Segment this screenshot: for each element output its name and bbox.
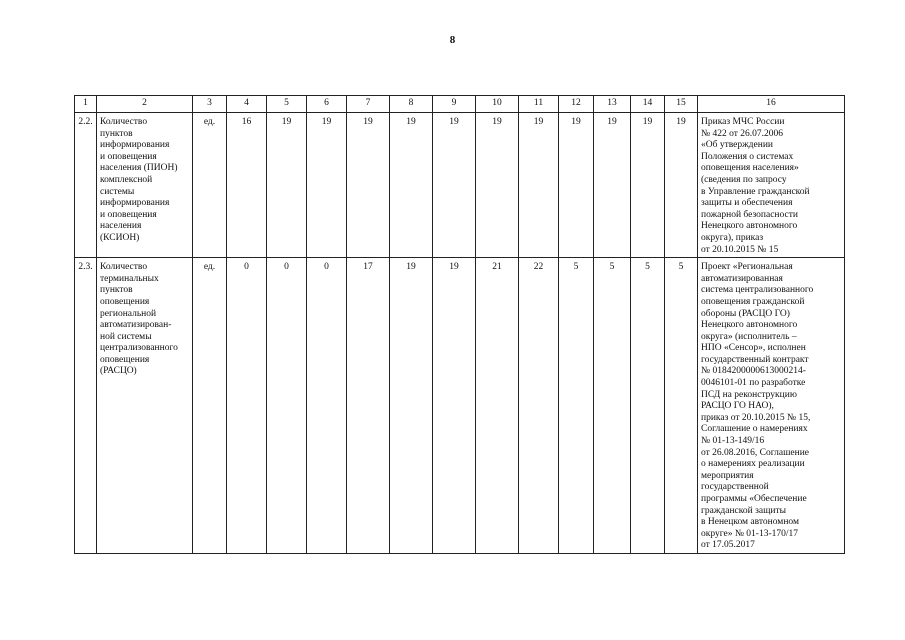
column-header: 5 <box>267 96 307 113</box>
value-cell: 5 <box>594 258 631 554</box>
value-cell: 19 <box>347 113 390 258</box>
row-number: 2.2. <box>75 113 97 258</box>
value-cell: 19 <box>519 113 559 258</box>
value-cell: 19 <box>433 113 476 258</box>
indicators-table <box>74 95 845 554</box>
unit-cell: ед. <box>193 113 227 258</box>
column-header: 15 <box>665 96 698 113</box>
value-cell: 19 <box>665 113 698 258</box>
value-cell: 0 <box>267 258 307 554</box>
column-header: 6 <box>307 96 347 113</box>
value-cell: 5 <box>559 258 594 554</box>
column-header: 10 <box>476 96 519 113</box>
value-cell: 16 <box>227 113 267 258</box>
value-cell: 0 <box>227 258 267 554</box>
unit-cell: ед. <box>193 258 227 554</box>
column-header: 3 <box>193 96 227 113</box>
value-cell: 5 <box>665 258 698 554</box>
page-number: 8 <box>449 34 456 46</box>
value-cell: 19 <box>433 258 476 554</box>
value-cell: 19 <box>390 258 433 554</box>
value-cell: 19 <box>307 113 347 258</box>
column-header: 4 <box>227 96 267 113</box>
value-cell: 19 <box>594 113 631 258</box>
column-header: 9 <box>433 96 476 113</box>
column-header: 2 <box>97 96 193 113</box>
basis-cell: Проект «Региональная автоматизированная система централизованного оповещения гражданской обороны (РАСЦО ГО) Ненецкого автономного округа» (исполнитель – НПО «Сенсор», исполнен государственный контракт № 0184200000613000214- 0046101-01 по разработке ПСД на реконструкцию РАСЦО ГО НАО), приказ от 20.10.2015 № 15, Соглашение о намерениях № 01-13-149/16 от 26.08.2016, Соглашение о намерениях реализации мероприятия государственной программы «Обеспечение гражданской защиты в Ненецком автономном округе» № 01-13-170/17 от 17.05.2017 <box>698 258 845 554</box>
column-header: 8 <box>390 96 433 113</box>
value-cell: 0 <box>307 258 347 554</box>
column-header: 14 <box>631 96 665 113</box>
value-cell: 19 <box>390 113 433 258</box>
column-header: 13 <box>594 96 631 113</box>
value-cell: 19 <box>631 113 665 258</box>
value-cell: 21 <box>476 258 519 554</box>
column-header: 1 <box>75 96 97 113</box>
row-number: 2.3. <box>75 258 97 554</box>
table-row <box>75 258 845 554</box>
column-header: 7 <box>347 96 390 113</box>
indicator-name: Количество терминальных пунктов оповещения региональной автоматизирован- ной системы централизованного оповещения (РАСЦО) <box>97 258 193 554</box>
value-cell: 19 <box>559 113 594 258</box>
table-row <box>75 113 845 258</box>
basis-cell: Приказ МЧС России № 422 от 26.07.2006 «Об утверждении Положения о системах оповещения населения» (сведения по запросу в Управление гражданской защиты и обеспечения пожарной безопасности Ненецкого автономного округа), приказ от 20.10.2015 № 15 <box>698 113 845 258</box>
value-cell: 19 <box>267 113 307 258</box>
value-cell: 5 <box>631 258 665 554</box>
value-cell: 19 <box>476 113 519 258</box>
column-header: 12 <box>559 96 594 113</box>
indicator-name: Количество пунктов информирования и оповещения населения (ПИОН) комплексной системы информирования и оповещения населения (КСИОН) <box>97 113 193 258</box>
value-cell: 17 <box>347 258 390 554</box>
column-header: 11 <box>519 96 559 113</box>
header-row <box>75 96 845 113</box>
value-cell: 22 <box>519 258 559 554</box>
column-header: 16 <box>698 96 845 113</box>
